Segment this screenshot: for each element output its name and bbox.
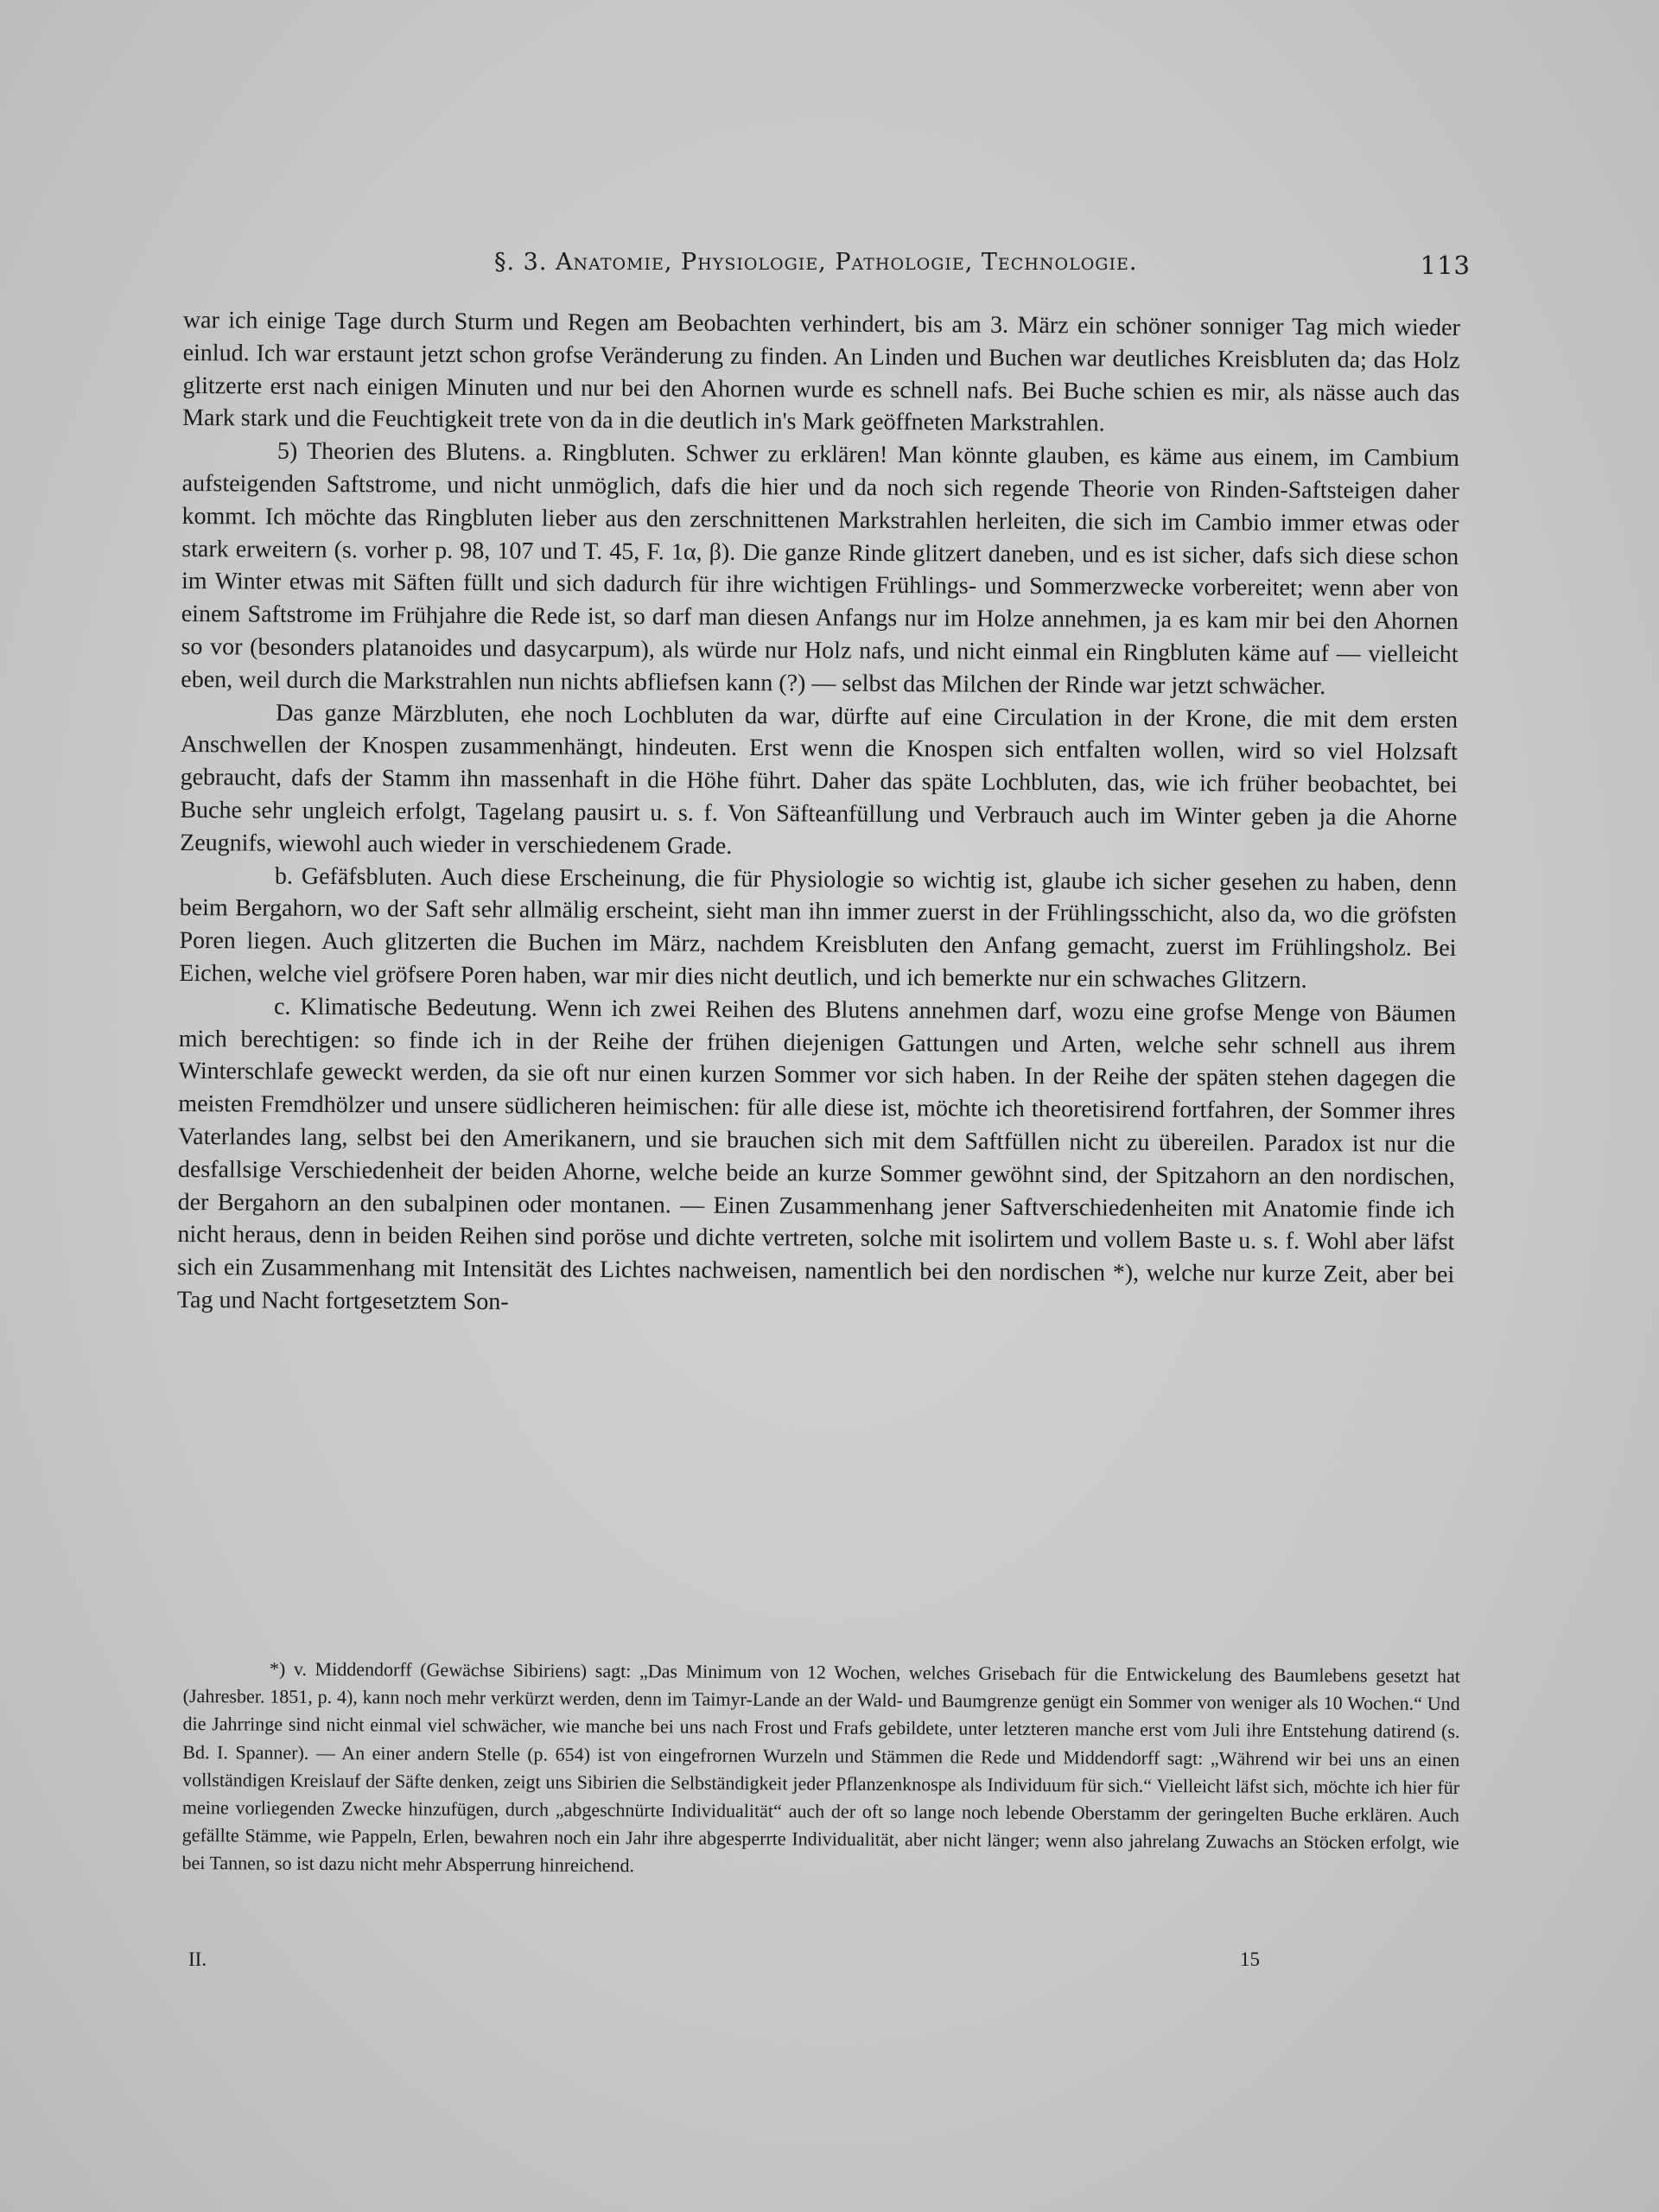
page-number: 113 [1420, 251, 1471, 280]
paragraph-continuation: war ich einige Tage durch Sturm und Regen am Beobachten verhindert, bis am 3. März ein schöner sonniger Tag mich wieder einlud. Ich war erstaunt jetzt schon grofse Veränderung zu finden. An Linden und Buchen war deutliches Kreisbluten da; das Holz glitzerte erst nach einigen Minuten und nur bei den Ahornen wurde es schnell nafs. Bei Buche schien es mir, als nässe auch das Mark stark und die Feuchtigkeit trete von da in die deutlich in's Mark geöffneten Markstrahlen. [182, 306, 1460, 437]
paragraph-gefaessbluten: b. Gefäfsbluten. Auch diese Erscheinung, die für Physiologie so wichtig ist, glaube ich sicher gesehen zu haben, denn beim Bergahorn, wo der Saft sehr allmälig erscheint, sieht man ihn immer zuerst in der Frühlingsschicht, also da, wo die gröfsten Poren liegen. Auch glitzerten die Buchen im März, nachdem Kreisbluten den Anfang gemacht, zuerst im Frühlingsholz. Bei Eichen, welche viel gröfsere Poren haben, war mir dies nicht deutlich, und ich bemerkte nur ein schwaches Glitzern. [179, 862, 1458, 994]
page-footer [188, 1948, 1260, 1974]
body-text [177, 304, 1460, 1325]
paragraph-theorien: 5) Theorien des Blutens. a. Ringbluten. Schwer zu erklären! Man könnte glauben, es käme aus einem, im Cambium aufsteigenden Saftstrome, und nicht unmöglich, dafs die hier und da noch sich regende Theorie von Rinden-Saftsteigen daher kommt. Ich möchte das Ringbluten lieber aus den zerschnittenen Markstrahlen herleiten, die sich im Cambio immer etwas oder stark erweitern (s. vorher p. 98, 107 und T. 45, F. 1α, β). Die ganze Rinde glitzert daneben, und es ist sicher, dafs sich diese schon im Winter etwas mit Säften füllt und sich dadurch für ihre wichtigen Frühlings- und Sommerzwecke vorbereitet; wenn aber von einem Saftstrome im Frühjahre die Rede ist, so darf man diesen Anfangs nur im Holze annehmen, ja es kam mir bei den Ahornen so vor (besonders platanoides und dasycarpum), als würde nur Holz nafs, und nicht einmal ein Ringbluten käme auf — vielleicht eben, weil durch die Markstrahlen nun nichts abfliefsen kann (?) — selbst das Milchen der Rinde war jetzt schwächer. [181, 437, 1460, 700]
paragraph-klimatische: c. Klimatische Bedeutung. Wenn ich zwei Reihen des Blutens annehmen darf, wozu eine grofse Menge von Bäumen mich berechtigen: so finde ich in der Reihe der frühen diejenigen Gattungen und Arten, welche sehr schnell aus ihrem Winterschlafe geweckt werden, da sie oft nur einen kurzen Sommer vor sich haben. In der Reihe der späten stehen dagegen die meisten Fremdhölzer und unsere südlicheren heimischen: für alle diese ist, möchte ich theoretisirend fortfahren, der Sommer ihres Vaterlandes lang, selbst bei den Amerikanern, und sie brauchen sich mit dem Saftfüllen nicht zu übereilen. Paradox ist nur die desfallsige Verschiedenheit der beiden Ahorne, welche beide an kurze Sommer gewöhnt sind, der Spitzahorn an den nordischen, der Bergahorn an den subalpinen oder montanen. — Einen Zusammenhang jener Saftverschiedenheiten mit Anatomie finde ich nicht heraus, denn in beiden Reihen sind poröse und dichte vertreten, solche mit isolirtem und vollem Baste u. s. f. Wohl aber läfst sich ein Zusammenhang mit Intensität des Lichtes nachweisen, namentlich bei den nordischen *), welche nur kurze Zeit, aber bei Tag und Nacht fortgesetztem Son- [176, 993, 1457, 1316]
sheet-number: 15 [1240, 1948, 1260, 1970]
running-header [183, 247, 1471, 285]
header-title: §. 3. Anatomie, Physiologie, Pathologie, Technologie. [494, 249, 1138, 276]
volume-signature: II. [188, 1948, 207, 1970]
paragraph-maerzbluten: Das ganze Märzbluten, ehe noch Lochbluten da war, dürfte auf eine Circulation in der Krone, die mit dem ersten Anschwellen der Knospen zusammenhängt, hindeuten. Erst wenn die Knospen sich entfalten wollen, wird so viel Holzsaft gebraucht, dafs der Stamm ihn massenhaft in die Höhe führt. Daher das späte Lochbluten, das, wie ich früher beobachtet, bei Buche sehr ungleich erfolgt, Tagelang pausirt u. s. f. Von Säfteanfüllung und Verbrauch auch im Winter geben ja die Ahorne Zeugnifs, wiewohl auch wieder in verschiedenem Grade. [180, 699, 1459, 860]
footnotes [181, 1655, 1460, 1885]
footnote: *) v. Middendorff (Gewächse Sibiriens) sagt: „Das Minimum von 12 Wochen, welches Grisebach für die Entwickelung des Baumlebens gesetzt hat (Jahresber. 1851, p. 4), kann noch mehr verkürzt werden, denn im Taimyr-Lande an der Wald- und Baumgrenze genügt ein Sommer von weniger als 10 Wochen.“ Und die Jahrringe sind nicht einmal viel schwächer, wie manche bei uns nach Frost und Frafs gebildete, unter letzteren manche erst vom Juli ihre Entstehung datirend (s. Bd. I. Spanner). — An einer andern Stelle (p. 654) ist von eingefrornen Wurzeln und Stämmen die Rede und Middendorff sagt: „Während wir bei uns an einen vollständigen Kreislauf der Säfte denken, zeigt uns Sibirien die Selbständigkeit jeder Pflanzenknospe als Individuum für sich.“ Vielleicht läfst sich, möchte ich hier für meine vorliegenden Zwecke hinzufügen, durch „abgeschnürte Individualität“ auch der oft so lange noch lebende Oberstamm der geringelten Buche erklären. Auch gefällte Stämme, wie Pappeln, Erlen, bewahren noch ein Jahr ihre abgesperrte Individualität, aber nicht länger; wenn also jahrelang Zuwachs an Stöcken erfolgt, wie bei Tannen, so ist dazu nicht mehr Absperrung hinreichend. [181, 1657, 1460, 1877]
